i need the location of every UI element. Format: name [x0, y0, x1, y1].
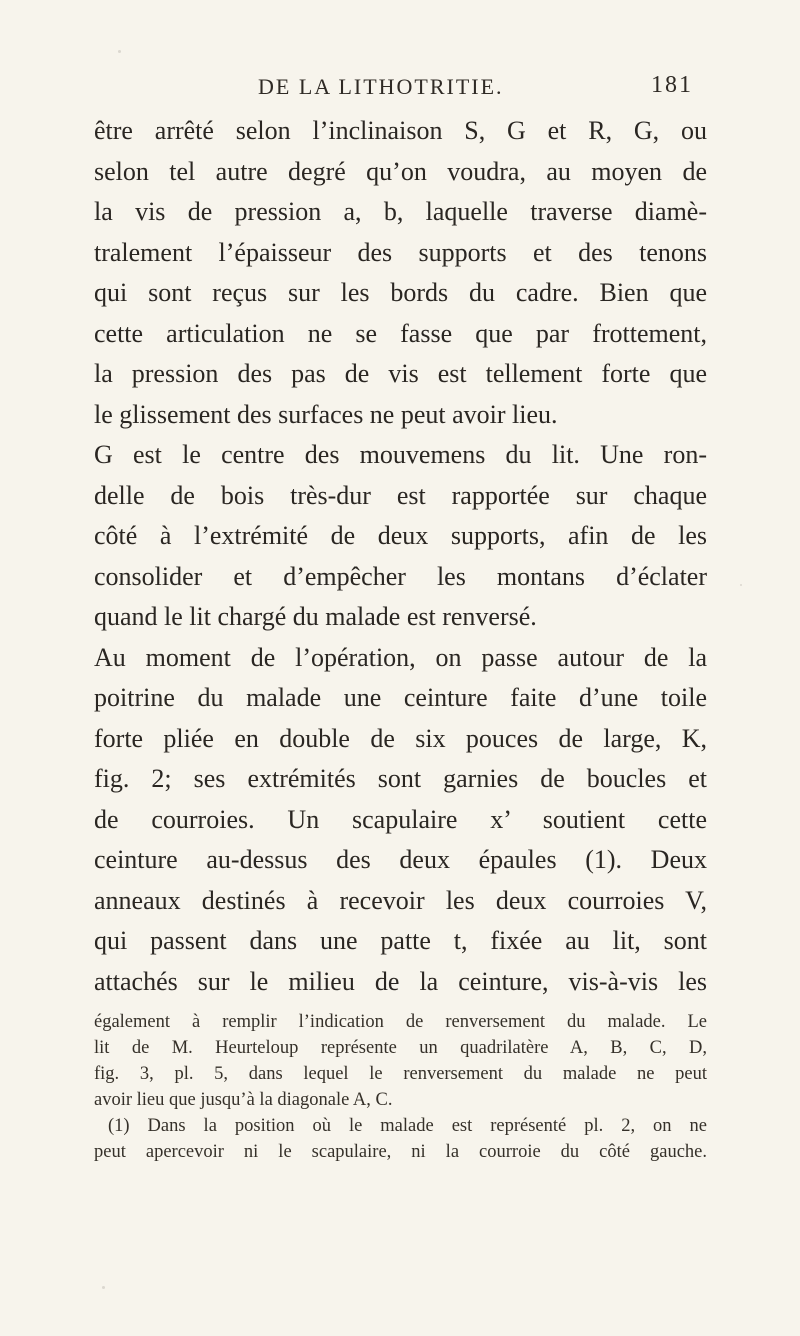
text-line: forte pliée en double de six pouces de large, K,: [94, 723, 707, 753]
text-line: de courroies. Un scapulaire x’ soutient cette: [94, 804, 707, 834]
text-line: Au moment de l’opération, on passe autour de la: [94, 642, 707, 672]
text-line: poitrine du malade une ceinture faite d’une toile: [94, 683, 707, 712]
text-line: côté à l’extrémité de deux supports, afin de les: [94, 521, 707, 550]
text-line: anneaux destinés à recevoir les deux courroies V,: [94, 885, 707, 915]
text-line: delle de bois très-dur est rapportée sur chaque: [94, 480, 707, 510]
text-line: ceinture au-dessus des deux épaules (1). Deux: [94, 845, 707, 874]
paper-speck: [118, 50, 121, 53]
text-line: attachés sur le milieu de la ceinture, vis-à-vis les: [94, 966, 707, 996]
text-line: qui passent dans une patte t, fixée au lit, sont: [94, 926, 707, 955]
text-line: le glissement des surfaces ne peut avoir lieu.: [94, 399, 558, 429]
footnote-line: (1) Dans la position où le malade est représenté pl. 2, on ne: [108, 1116, 707, 1136]
text-line: être arrêté selon l’inclinaison S, G et R, G, ou: [94, 116, 707, 145]
footnote-line: également à remplir l’indication de renversement du malade. Le: [94, 1012, 707, 1032]
page-number: 181: [651, 72, 693, 98]
running-head: DE LA LITHOTRITIE.: [258, 74, 504, 99]
text-line: fig. 2; ses extrémités sont garnies de boucles et: [94, 764, 707, 793]
footnote-line: avoir lieu que jusqu’à la diagonale A, C.: [94, 1090, 393, 1110]
footnotes: [94, 1009, 707, 1165]
main-text: [94, 111, 707, 1002]
paper-speck: [102, 1286, 105, 1289]
paper-speck: [740, 584, 742, 586]
text-line: selon tel autre degré qu’on voudra, au moyen de: [94, 156, 707, 186]
footnote-line: lit de M. Heurteloup représente un quadrilatère A, B, C, D,: [94, 1038, 707, 1058]
text-line: la vis de pression a, b, laquelle traverse diamè-: [94, 197, 707, 226]
text-line: qui sont reçus sur les bords du cadre. Bien que: [94, 278, 707, 307]
text-line: tralement l’épaisseur des supports et des tenons: [94, 237, 707, 267]
text-line: G est le centre des mouvemens du lit. Une ron-: [94, 440, 707, 469]
text-line: consolider et d’empêcher les montans d’éclater: [94, 561, 707, 591]
text-line: cette articulation ne se fasse que par frottement,: [94, 318, 707, 348]
text-line: la pression des pas de vis est tellement forte que: [94, 359, 707, 388]
footnote-line: fig. 3, pl. 5, dans lequel le renversement du malade ne peut: [94, 1064, 707, 1084]
text-line: quand le lit chargé du malade est renversé.: [94, 602, 537, 631]
footnote-line: peut apercevoir ni le scapulaire, ni la courroie du côté gauche.: [94, 1142, 707, 1162]
